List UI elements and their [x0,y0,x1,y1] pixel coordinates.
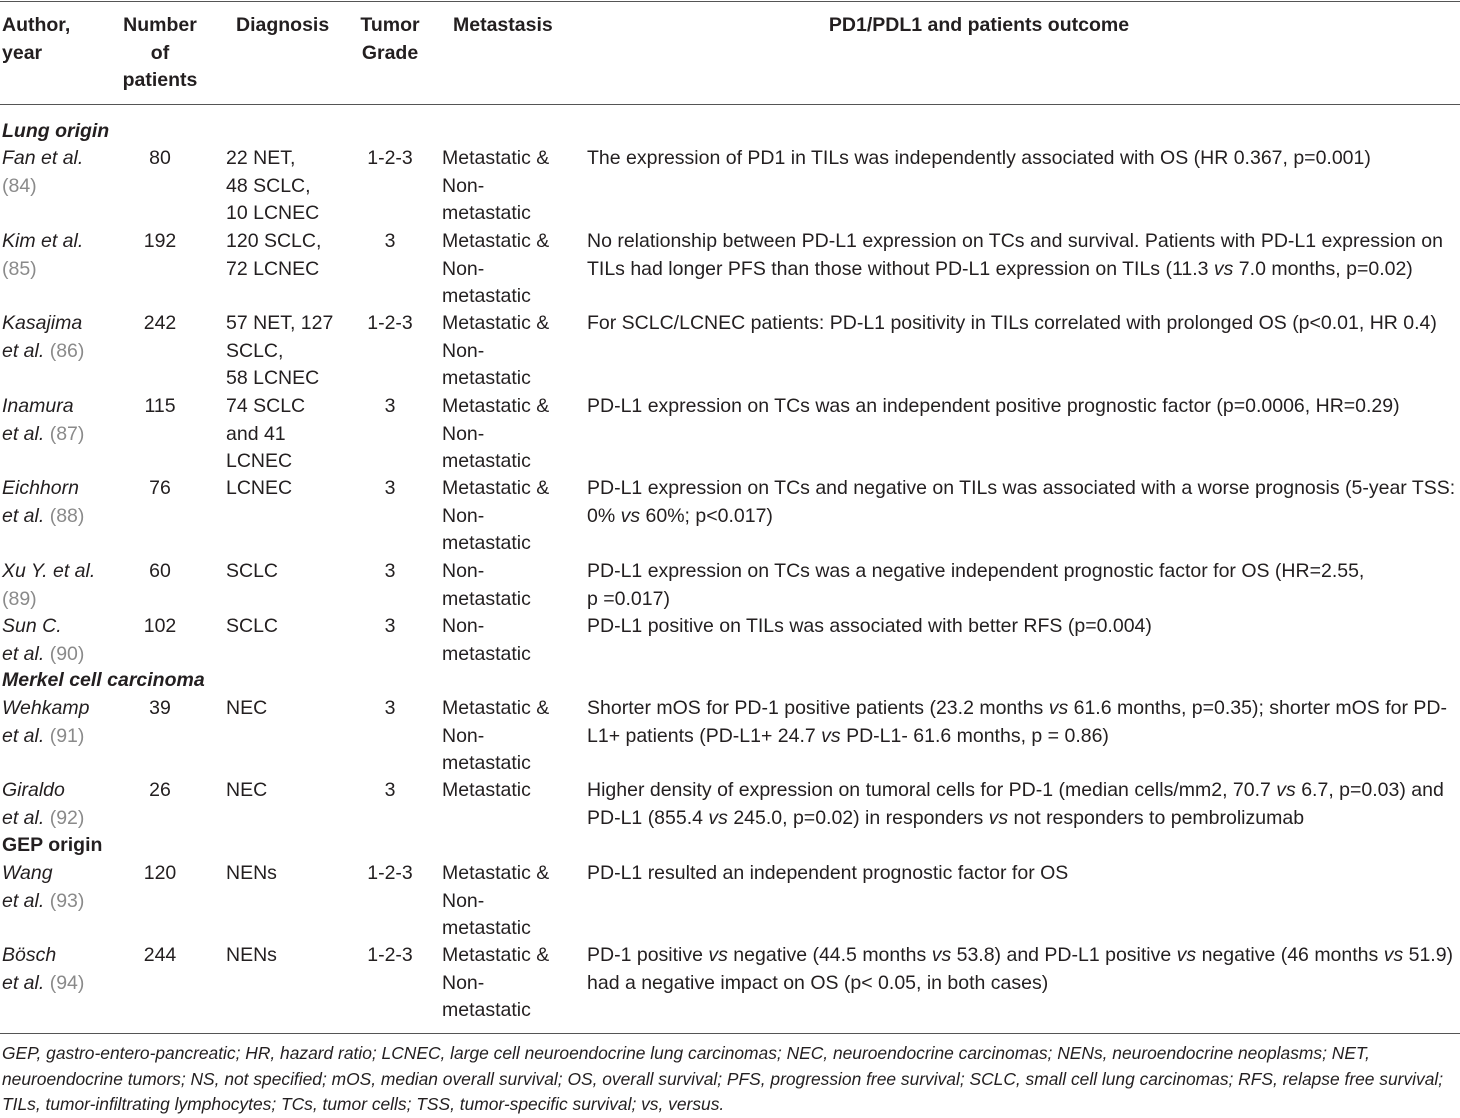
reference-link[interactable]: (90) [49,642,85,665]
author-year-cell [2,475,114,530]
metastasis-cell: Metastatic & Non- metastatic [442,477,550,554]
versus-italic: vs [620,504,641,527]
versus-italic: vs [1276,779,1296,801]
author-etal: et al. [2,504,50,527]
metastasis-cell: Metastatic & Non- metastatic [442,395,550,472]
header-metastasis: Metastasis [453,14,553,36]
number-of-patients-cell: 102 [143,615,177,637]
number-of-patients-cell: 76 [149,477,171,499]
outcome-cell: The expression of PD1 in TILs was independently associated with OS (HR 0.367, p=0.001) [587,147,1371,169]
metastasis-cell: Non- metastatic [442,615,531,665]
top-rule [0,1,1460,2]
header-diagnosis: Diagnosis [236,14,330,36]
diagnosis-cell: NEC [226,779,268,801]
outcome-cell: Shorter mOS for PD-1 positive patients (23.2 months vs 61.6 months, p=0.35); shorter mOS for PD-L1+ patients (PD-L1+ 24.7 vs PD-L1- 61.6 months, p = 0.86) [587,697,1447,747]
diagnosis-cell: 22 NET, 48 SCLC, 10 LCNEC [226,147,320,224]
versus-italic: vs [821,724,841,747]
table-footnote: GEP, gastro-entero-pancreatic; HR, hazard ratio; LCNEC, large cell neuroendocrine lung carcinomas; NEC, neuroendocrine carcinomas; NENs, neuroendocrine neoplasms; NET, neuroendocrine tumors; NS, not specified; mOS, median overall survival; OS, overall survival; PFS, progression free survival; SCLC, small cell lung carcinomas; RFS, relapse free survival; TILs, tumor-infiltrating lymphocytes; TCs, tumor cells; TSS, tumor-specific survival; vs, versus. [2,1043,1444,1114]
header-number-line2: of [150,41,170,64]
header-rule [0,104,1460,105]
reference-link[interactable]: (92) [49,806,85,829]
diagnosis-cell: LCNEC [226,477,293,499]
versus-italic: vs [931,944,952,966]
number-of-patients-cell: 39 [149,697,171,719]
author-name: Eichhorn [2,477,79,499]
tumor-grade-cell: 3 [384,395,396,417]
tumor-grade-cell: 1-2-3 [367,862,413,884]
author-etal: et al. [2,642,50,665]
metastasis-cell: Metastatic & Non- metastatic [442,944,550,1021]
author-name: Kim et al. [2,230,84,252]
reference-link[interactable]: (89) [2,587,37,610]
header-grade-line2: Grade [361,41,419,64]
number-of-patients-cell: 80 [149,147,171,169]
outcome-cell: No relationship between PD-L1 expression on TCs and survival. Patients with PD-L1 expression on TILs had longer PFS than those without PD-L1 expression on TILs (11.3 vs 7.0 months, p=0.02) [587,230,1443,280]
number-of-patients-cell: 242 [143,312,177,334]
diagnosis-cell: 74 SCLC and 41 LCNEC [226,395,306,472]
author-name: Kasajima [2,312,83,334]
number-of-patients-cell: 60 [149,560,171,582]
tumor-grade-cell: 3 [384,230,396,252]
header-author-line1: Author, [2,14,71,36]
outcome-cell: PD-L1 expression on TCs was an independent positive prognostic factor (p=0.0006, HR=0.29) [587,395,1400,417]
author-year-cell [2,942,114,997]
versus-italic: vs [708,944,728,966]
tumor-grade-cell: 3 [384,615,396,637]
author-year-cell [2,860,114,915]
number-of-patients-cell: 26 [149,779,171,801]
diagnosis-cell: SCLC [226,560,279,582]
tumor-grade-cell: 1-2-3 [367,312,413,334]
tumor-grade-cell: 3 [384,779,396,801]
metastasis-cell: Non- metastatic [442,560,531,610]
section-lung-origin: Lung origin [2,120,110,142]
outcome-cell: PD-L1 resulted an independent prognostic factor for OS [587,862,1069,884]
metastasis-cell: Metastatic & Non- metastatic [442,697,550,774]
diagnosis-cell: SCLC [226,615,279,637]
tumor-grade-cell: 3 [384,477,396,499]
versus-italic: vs [1048,697,1069,719]
author-name: Giraldo [2,779,65,801]
number-of-patients-cell: 120 [143,862,177,884]
versus-italic: vs [1176,944,1197,966]
outcome-cell: PD-1 positive vs negative (44.5 months vs 53.8) and PD-L1 positive vs negative (46 months vs 51.9) had a negative impact on OS (p< 0.05, in both cases) [587,944,1454,994]
diagnosis-cell: NENs [226,862,277,884]
reference-link[interactable]: (91) [49,724,85,747]
author-year-cell [2,613,114,668]
author-year-cell [2,393,114,448]
outcome-cell: PD-L1 positive on TILs was associated with better RFS (p=0.004) [587,615,1152,637]
outcome-cell: PD-L1 expression on TCs was a negative independent prognostic factor for OS (HR=2.55, p =0.017) [587,560,1365,610]
versus-italic: vs [1213,257,1234,280]
metastasis-cell: Metastatic & Non- metastatic [442,312,550,389]
section-merkel-cell-carcinoma: Merkel cell carcinoma [2,669,205,691]
author-name: Wehkamp [2,697,90,719]
author-year-cell [2,695,114,750]
author-year-cell [2,310,114,365]
author-name: Wang [2,862,53,884]
versus-italic: vs [708,806,728,829]
author-etal: et al. [2,422,50,445]
author-name: Xu Y. et al. [2,560,96,582]
author-etal: et al. [2,971,50,994]
reference-link[interactable]: (94) [49,971,85,994]
bottom-rule [0,1033,1460,1034]
versus-italic: vs [988,806,1009,829]
header-tumor-grade [358,12,422,67]
author-year-cell [2,777,114,832]
author-etal: et al. [2,806,50,829]
header-author-line2: year [2,41,43,64]
outcome-cell: For SCLC/LCNEC patients: PD-L1 positivity in TILs correlated with prolonged OS (p<0.01, HR 0.4) [587,312,1437,334]
diagnosis-cell: NEC [226,697,268,719]
author-etal: et al. [2,724,50,747]
reference-link[interactable]: (86) [49,339,85,362]
header-author-year [2,12,70,67]
header-grade-line1: Tumor [360,14,420,36]
header-number-line1: Number [123,14,197,36]
outcome-cell: Higher density of expression on tumoral cells for PD-1 (median cells/mm2, 70.7 vs 6.7, p=0.03) and PD-L1 (855.4 vs 245.0, p=0.02) in responders vs not responders to pembrolizumab [587,779,1444,829]
author-year-cell [2,558,114,613]
author-year-cell [2,228,114,283]
reference-link[interactable]: (85) [2,257,37,280]
section-gep-origin: GEP origin [2,834,103,856]
number-of-patients-cell: 244 [143,944,177,966]
diagnosis-cell: 120 SCLC, 72 LCNEC [226,230,322,280]
author-etal: et al. [2,339,50,362]
number-of-patients-cell: 192 [143,230,177,252]
tumor-grade-cell: 1-2-3 [367,944,413,966]
reference-link[interactable]: (93) [49,889,85,912]
outcome-cell: PD-L1 expression on TCs and negative on TILs was associated with a worse prognosis (5-year TSS: 0% vs 60%; p<0.017) [587,477,1456,527]
reference-link[interactable]: (88) [49,504,85,527]
author-year-cell [2,145,114,200]
header-number-line3: patients [122,69,198,91]
versus-italic: vs [1383,944,1404,966]
diagnosis-cell: NENs [226,944,277,966]
diagnosis-cell: 57 NET, 127 SCLC, 58 LCNEC [226,312,334,389]
reference-link[interactable]: (84) [2,174,37,197]
metastasis-cell: Metastatic & Non- metastatic [442,862,550,939]
author-name: Bösch [2,944,57,966]
header-number-of-patients [120,12,200,95]
author-name: Inamura [2,395,74,417]
author-name: Sun C. [2,615,62,637]
author-name: Fan et al. [2,147,84,169]
header-outcome: PD1/PDL1 and patients outcome [828,14,1130,36]
reference-link[interactable]: (87) [49,422,85,445]
number-of-patients-cell: 115 [144,395,176,417]
author-etal: et al. [2,889,50,912]
tumor-grade-cell: 3 [384,560,396,582]
tumor-grade-cell: 1-2-3 [367,147,413,169]
metastasis-cell: Metastatic [442,779,531,801]
tumor-grade-cell: 3 [384,697,396,719]
metastasis-cell: Metastatic & Non- metastatic [442,147,550,224]
metastasis-cell: Metastatic & Non- metastatic [442,230,550,307]
